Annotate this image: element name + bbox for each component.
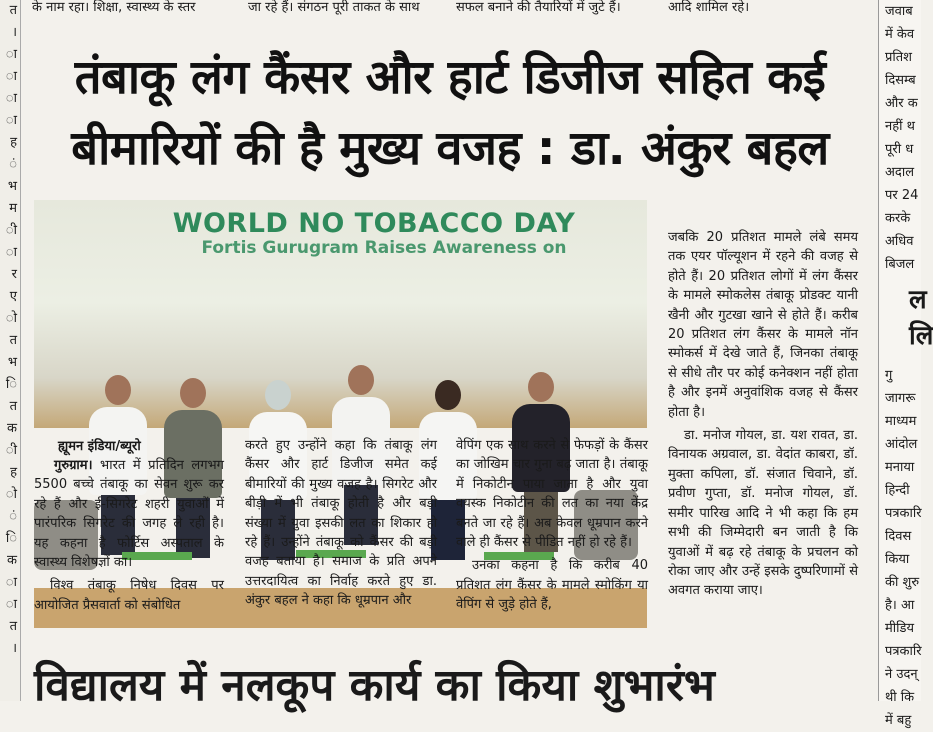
- right-strip-line: पूरी ध: [885, 142, 914, 157]
- photo-banner-title: WORLD NO TOBACCO DAY: [172, 208, 576, 239]
- left-strip-glyph: ा: [5, 91, 17, 106]
- article-paragraph: डा. मनोज गोयल, डा. यश रावत, डा. विनायक अग्रवाल, डा. वेदांत काबरा, डॉ. मुक्ता कपिला, डॉ. संजात चिवाने, डॉ. प्रवीण गुप्ता, डॉ. मनोज गोयल, डॉ. समीर पारिख आदि ने भी कहा कि हम सभी की जिम्मेदारी बन जाती है कि युवाओं में बढ़ रहे तंबाकू के प्रचलन को रोका जाए और उन्हें इसके दुष्परिणामों से अवगत कराया जाए।: [668, 428, 858, 599]
- right-strip-line: मीडिय: [885, 621, 915, 636]
- right-strip-line: हिन्दी: [885, 483, 910, 498]
- right-big-letter-2: लि: [909, 321, 933, 351]
- top-snippet-line: सफल बनाने की तैयारियों में जुटे हैं।: [456, 0, 621, 15]
- left-strip-glyph: क: [7, 553, 17, 568]
- article-column-2: [245, 436, 437, 611]
- headline-line-2: बीमारियों की है मुख्य वजह : डा. अंकुर बहल: [71, 121, 829, 176]
- left-strip-glyph: ी: [5, 223, 17, 238]
- left-strip-glyph: ।: [12, 25, 17, 40]
- right-strip-line: जवाब: [885, 4, 913, 19]
- right-strip-line: आंदोल: [885, 437, 918, 452]
- left-strip-glyph: ा: [5, 69, 17, 84]
- article-paragraph: जबकि 20 प्रतिशत मामले लंबे समय तक एयर पॉल्यूशन में रहने की वजह से होते हैं। 20 प्रतिशत लोगों में लंग कैंसर के मामले स्मोकलेस तंबाकू प्रोडक्ट यानी खैनी और गुटखा खाने से होते हैं। करीब 20 प्रतिशत लंग कैंसर के मामले नॉन स्मोकर्स में देखे जाते हैं, जिनका तंबाकू से सीधे तौर पर कोई कनेक्शन नहीं होता है और इनमें अनुवांशिक वजह से कैंसर होता है।: [668, 230, 858, 420]
- dateline: गुरुग्राम।: [54, 458, 93, 473]
- right-strip-line: पत्रकारि: [885, 644, 922, 659]
- article-headline: [30, 42, 870, 184]
- right-strip-line: थी कि: [885, 690, 915, 705]
- top-snippet-1: [32, 0, 232, 15]
- top-snippet-4: [668, 0, 868, 15]
- left-strip-glyph: ं: [9, 509, 17, 524]
- top-snippet-line: जा रहे हैं। संगठन पूरी ताकत के साथ: [248, 0, 420, 15]
- right-strip-line: गु: [885, 368, 893, 383]
- right-strip-line: ने उदन्: [885, 667, 918, 682]
- left-strip-glyph: र: [11, 267, 17, 282]
- left-strip-glyph: ं: [9, 157, 17, 172]
- right-strip-line: की शुरु: [885, 575, 920, 590]
- left-strip-glyph: ह: [10, 135, 17, 150]
- right-strip-line: मनाया: [885, 460, 915, 475]
- left-strip-glyph: ो: [5, 487, 17, 502]
- right-strip-line: बिजल: [885, 257, 915, 272]
- byline: ह्यूमन इंडिया/ब्यूरो: [58, 439, 141, 454]
- left-strip-glyph: ा: [5, 597, 17, 612]
- right-strip-line: माध्यम: [885, 414, 917, 429]
- right-strip-line: और क: [885, 96, 918, 111]
- top-snippet-line: के नाम रहा। शिक्षा, स्वास्थ्य के स्तर: [32, 0, 196, 15]
- left-strip-glyph: ह: [10, 465, 17, 480]
- right-strip-line: पत्रकारि: [885, 506, 922, 521]
- left-strip-glyph: ा: [5, 575, 17, 590]
- event-photo: [34, 200, 647, 428]
- article-paragraph: [34, 456, 224, 572]
- right-strip-line: अदाल: [885, 165, 915, 180]
- right-strip-line: पर 24: [885, 188, 919, 203]
- left-strip-glyph: ा: [5, 47, 17, 62]
- article-paragraph: उनका कहना है कि करीब 40 प्रतिशत लंग कैंसर के मामले स्मोकिंग या वेपिंग से जुड़े होते हैं,: [456, 558, 648, 613]
- right-strip-line: करके: [885, 211, 911, 226]
- left-strip-glyph: भ: [7, 179, 17, 194]
- left-strip-glyph: ा: [5, 113, 17, 128]
- left-strip-glyph: ो: [5, 311, 17, 326]
- next-article-headline: विद्यालय में नलकूप कार्य का किया शुभारंभ: [34, 660, 715, 711]
- left-strip-glyph: ि: [5, 377, 17, 392]
- left-strip-glyph: ि: [5, 531, 17, 546]
- left-strip-glyph: ी: [5, 443, 17, 458]
- left-strip-glyph: त: [9, 619, 17, 634]
- right-adjacent-column: [878, 0, 933, 728]
- paragraph-text: भारत में प्रतिदिन लगभग 5500 बच्चे तंबाकू का सेवन शुरू कर रहे हैं और ई-सिगरेट शहरी युवाओं में पारंपरिक सिगरेट की जगह ले रही है। यह कहना है फोर्टिस अस्पताल के स्वास्थ्य विशेषज्ञों का।: [34, 458, 224, 571]
- right-strip-line: में केव: [885, 27, 915, 42]
- left-strip-glyph: ।: [12, 641, 17, 656]
- right-strip-line: दिवस: [885, 529, 912, 544]
- top-snippet-2: [248, 0, 448, 15]
- article-column-3: [456, 436, 648, 615]
- article-column-4: [668, 228, 858, 601]
- photo-banner-subtitle: Fortis Gurugram Raises Awareness on: [201, 238, 567, 258]
- right-strip-line: प्रतिश: [885, 50, 913, 65]
- left-strip-glyph: त: [9, 399, 17, 414]
- right-strip-line: नहीं थ: [885, 119, 915, 134]
- left-strip-glyph: त: [9, 3, 17, 18]
- article-column-1: [34, 456, 224, 615]
- top-snippet-3: [456, 0, 656, 15]
- right-strip-line: अधिव: [885, 234, 914, 249]
- right-strip-line: जागरू: [885, 391, 916, 406]
- right-strip-line: दिसम्ब: [885, 73, 916, 88]
- left-strip-glyph: क: [7, 421, 17, 436]
- right-strip-line: में बहु: [885, 713, 912, 728]
- left-strip-glyph: त: [9, 333, 17, 348]
- left-adjacent-column: [0, 0, 21, 701]
- left-strip-glyph: ए: [9, 289, 17, 304]
- right-strip-line: किया: [885, 552, 910, 567]
- headline-line-1: तंबाकू लंग कैंसर और हार्ट डिजीज सहित कई: [74, 50, 826, 105]
- left-strip-glyph: ा: [5, 245, 17, 260]
- article-paragraph: वेपिंग एक साथ करने से फेफड़ों के कैंसर का जोखिम चार गुना बढ़ जाता है। तंबाकू में निकोटीन पाया जाता है और युवा वयस्क निकोटीन की लत का नया केंद्र बनते जा रहे हैं। अब केवल धूम्रपान करने वाले ही कैंसर से पीडित नहीं हो रहे हैं।: [456, 438, 648, 551]
- top-snippet-line: आदि शामिल रहे।: [668, 0, 750, 15]
- left-strip-glyph: म: [9, 201, 17, 216]
- article-paragraph: करते हुए उन्होंने कहा कि तंबाकू लंग कैंसर और हार्ट डिजीज समेत कई बीमारियों की मुख्य वजह है। सिगरेट और बीड़ी में भी तंबाकू होती है और बड़ी संख्या में युवा इसकी लत का शिकार हो रहे हैं। उन्होंने तंबाकू को कैंसर की बड़ी वजह बताया है। समाज के प्रति अपने उत्तरदायित्व का निर्वाह करते हुए डा. अंकुर बहल ने कहा कि धूम्रपान और: [245, 438, 437, 609]
- right-big-letter-1: ल: [909, 285, 927, 315]
- article-paragraph: विश्व तंबाकू निषेध दिवस पर आयोजित प्रैसवार्ता को संबोधित: [34, 578, 224, 613]
- left-strip-glyph: भ: [7, 355, 17, 370]
- right-strip-line: है। आ: [885, 598, 915, 613]
